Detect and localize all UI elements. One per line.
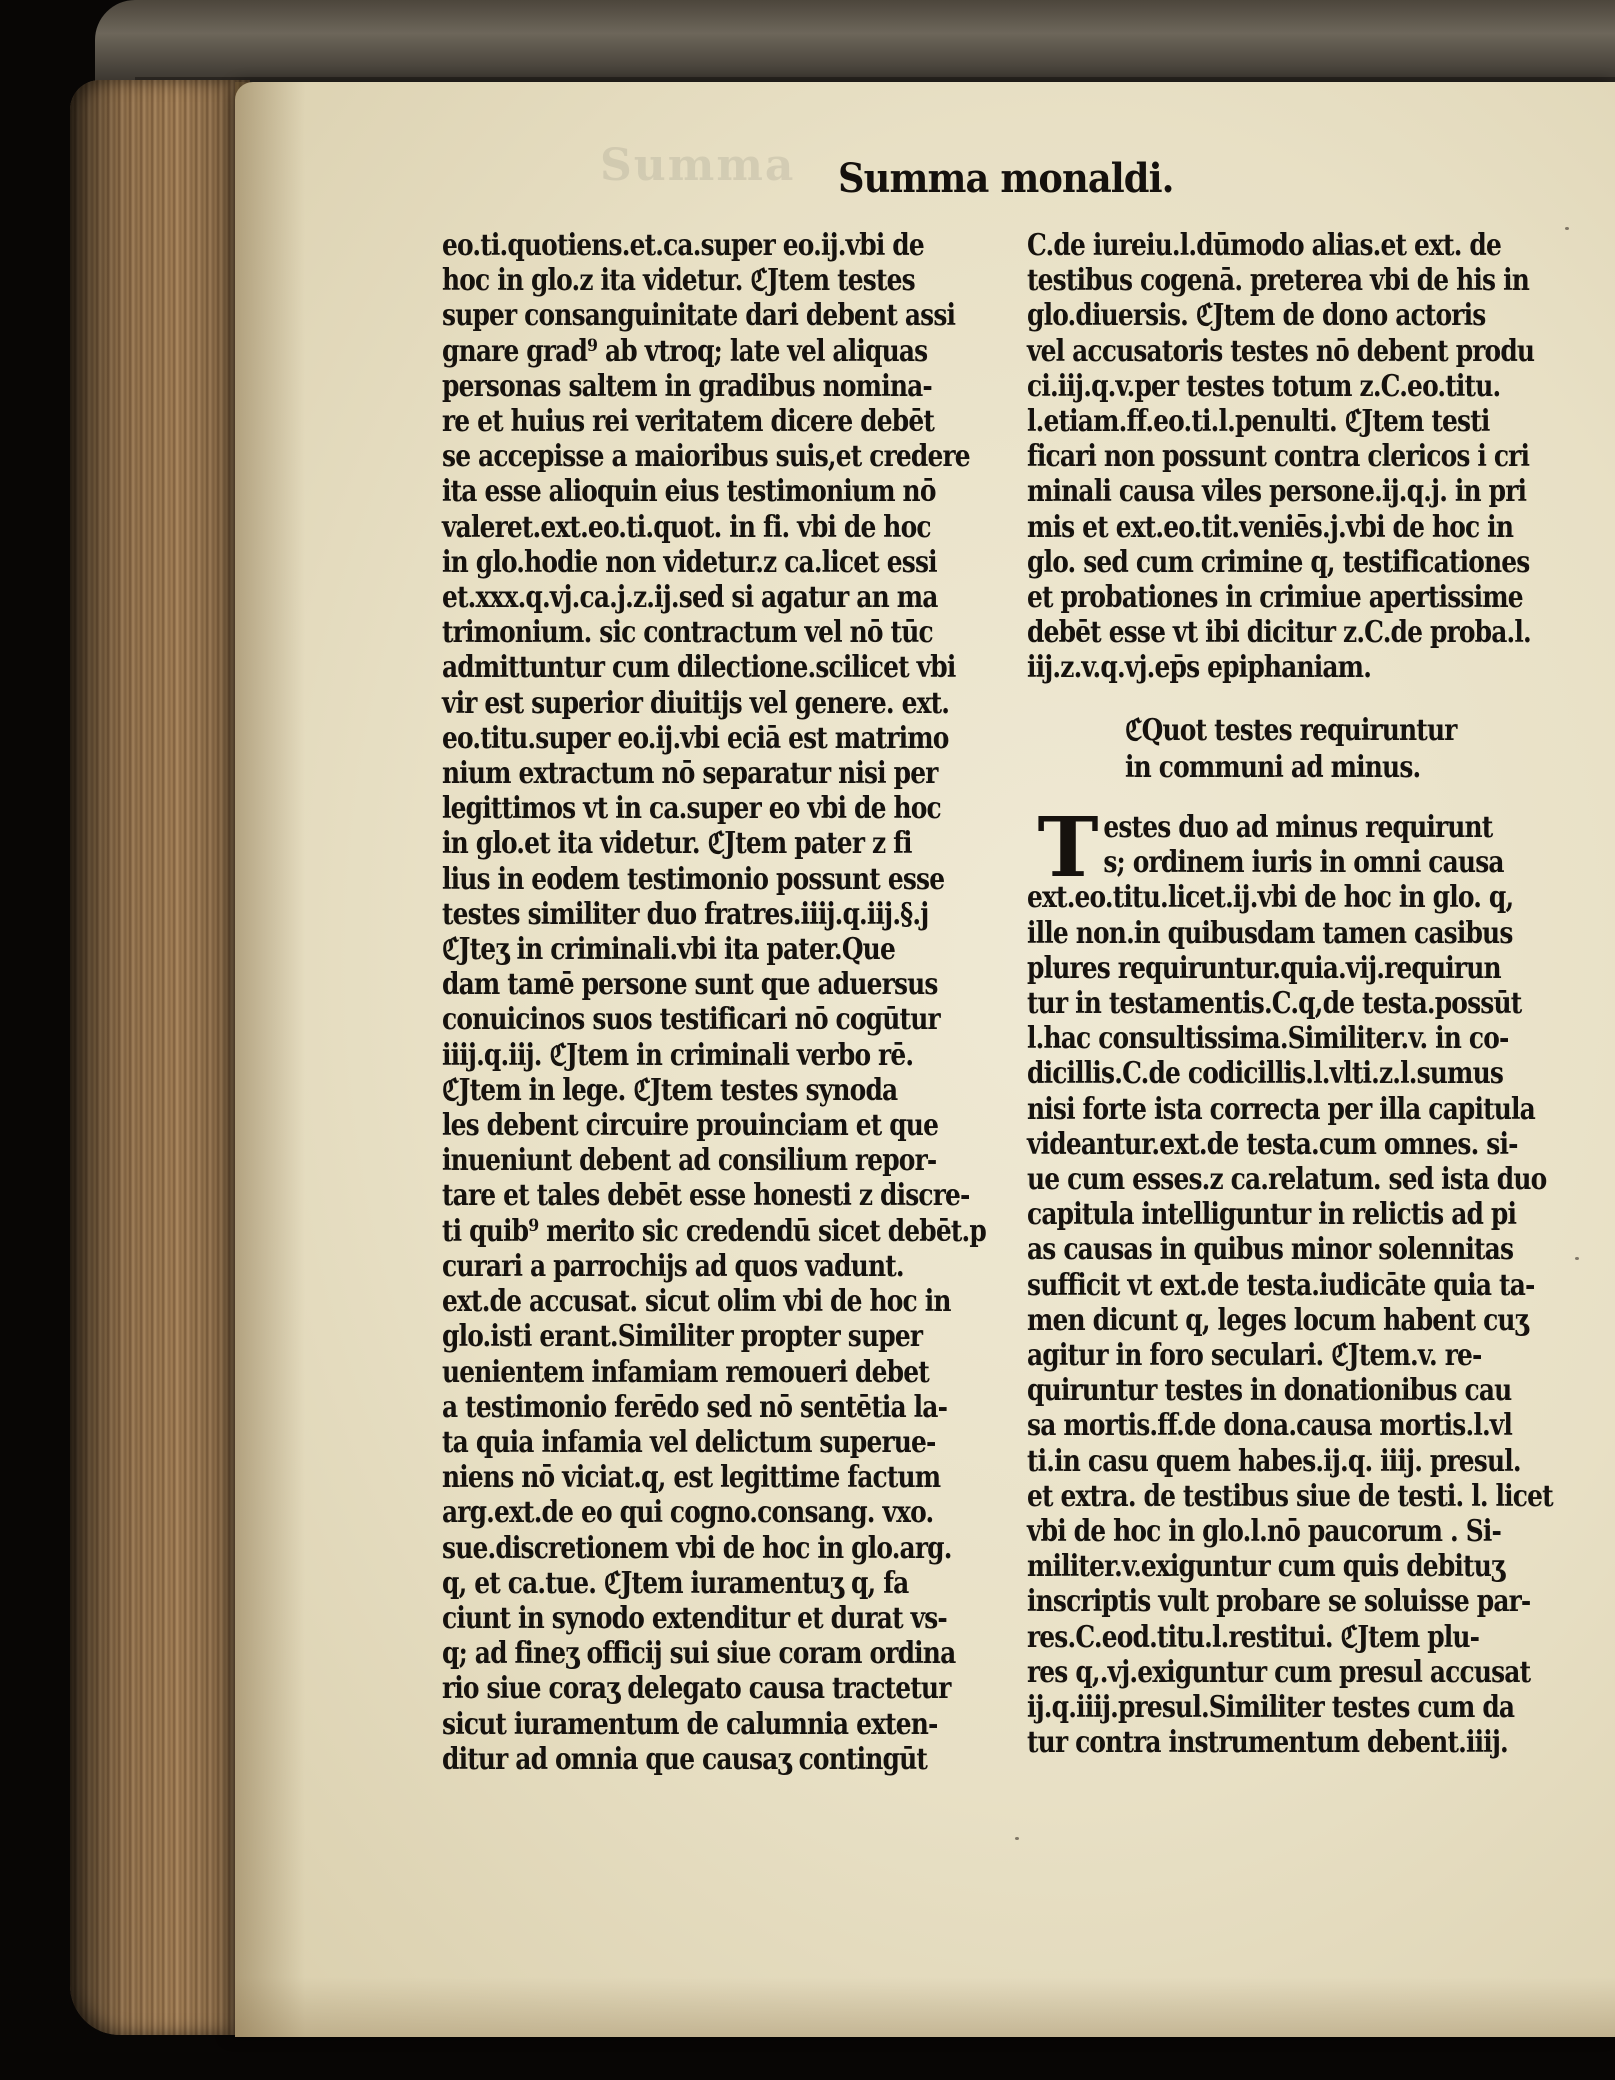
text-line: les debent circuire prouinciam et que (442, 1108, 939, 1144)
text-line: nisi forte ista correcta per illa capitula (1027, 1091, 1535, 1127)
text-line: sa mortis.ff.de dona.causa mortis.l.vl (1027, 1408, 1513, 1444)
text-line: res.C.eod.titu.l.restitui. ℭJtem plu- (1027, 1619, 1480, 1655)
text-line: ficari non possunt contra clericos i cri (1027, 439, 1530, 475)
text-line: l.hac consultissima.Similiter.v. in co- (1027, 1021, 1509, 1057)
text-line: niens nō viciat.q, est legittime factum (442, 1460, 941, 1496)
text-line: ta quia infamia vel delictum superue- (442, 1424, 936, 1460)
text-line: glo. sed cum crimine q, testificationes (1027, 544, 1530, 580)
book-binding-top (95, 0, 1615, 95)
text-line: testibus cogenā. preterea vbi de his in (1027, 263, 1529, 299)
text-line: in communi ad minus. (1125, 750, 1421, 785)
text-line: valeret.ext.eo.ti.quot. in fi. vbi de hoc (442, 509, 931, 545)
text-line: vel accusatoris testes nō debent produ (1027, 333, 1535, 369)
text-line: ciunt in synodo extenditur et durat vs- (442, 1600, 947, 1636)
text-line: ext.de accusat. sicut olim vbi de hoc in (442, 1284, 951, 1320)
text-line: sicut iuramentum de calumnia exten- (442, 1706, 938, 1742)
text-line: testes similiter duo fratres.iiij.q.iij.§.j (442, 896, 929, 932)
text-line: iij.z.v.q.vj.ep̄s epiphaniam. (1027, 650, 1372, 686)
text-line: eo.titu.super eo.ij.vbi eciā est matrimo (442, 720, 949, 756)
text-line: ti quib⁹ merito sic credendū sicet debēt.p (442, 1213, 986, 1249)
text-line: C.de iureiu.l.dūmodo alias.et ext. de (1027, 228, 1501, 263)
text-line: videantur.ext.de testa.cum omnes. si- (1027, 1126, 1518, 1162)
text-line: legittimos vt in ca.super eo vbi de hoc (442, 791, 941, 827)
text-line: ti.in casu quem habes.ij.q. iiij. presul. (1027, 1443, 1521, 1479)
text-line: glo.diuersis. ℭJtem de dono actoris (1027, 298, 1486, 334)
text-line: se accepisse a maioribus suis,et credere (442, 439, 970, 475)
left-text-column (442, 228, 1022, 1777)
text-line: ille non.in quibusdam tamen casibus (1027, 915, 1513, 951)
running-title: Summa monaldi. (838, 155, 1174, 202)
text-line: q, et ca.tue. ℭJtem iuramentuʒ q, fa (442, 1565, 909, 1601)
text-line: sufficit vt ext.de testa.iudicāte quia ta- (1027, 1267, 1535, 1303)
text-line: inueniunt debent ad consilium repor- (442, 1143, 937, 1179)
text-line: uenientem infamiam remoueri debet (442, 1354, 929, 1390)
text-line: inscriptis vult probare se soluisse par- (1027, 1584, 1531, 1620)
text-line: hoc in glo.z ita videtur. ℭJtem testes (442, 263, 915, 299)
text-line: conuicinos suos testificari nō cogūtur (442, 1002, 940, 1038)
text-line: debēt esse vt ibi dicitur z.C.de proba.l. (1027, 615, 1531, 651)
text-line: ext.eo.titu.licet.ij.vbi de hoc in glo. q, (1027, 880, 1514, 916)
text-line: in glo.et ita videtur. ℭJtem pater z fi (442, 826, 912, 862)
section-rubric (1125, 712, 1524, 786)
decorated-initial: T (1037, 800, 1099, 896)
text-line: ℭJteʒ in criminali.vbi ita pater.Que (442, 932, 895, 968)
text-line: in glo.hodie non videtur.z ca.licet essi (442, 544, 937, 580)
right-text-column-bottom (1027, 800, 1607, 1761)
text-line: curari a parrochijs ad quos vadunt. (442, 1248, 904, 1284)
text-line: minali causa viles persone.ij.q.j. in pri (1027, 474, 1527, 510)
text-line: super consanguinitate dari debent assi (442, 298, 956, 334)
text-line: ij.q.iiij.presul.Similiter testes cum da (1027, 1690, 1515, 1726)
text-line: agitur in foro seculari. ℭJtem.v. re- (1027, 1338, 1482, 1374)
text-line: eo.ti.quotiens.et.ca.super eo.ij.vbi de (442, 228, 924, 263)
text-line: iiij.q.iij. ℭJtem in criminali verbo rē. (442, 1037, 914, 1073)
text-line: arg.ext.de eo qui cogno.consang. vxo. (442, 1495, 934, 1531)
text-line: quiruntur testes in donationibus cau (1027, 1373, 1512, 1409)
text-line: re et huius rei veritatem dicere debēt (442, 404, 935, 440)
text-line: dicillis.C.de codicillis.l.vlti.z.l.sumus (1027, 1056, 1504, 1092)
right-text-column-top (1027, 228, 1607, 686)
text-line: nium extractum nō separatur nisi per (442, 756, 938, 792)
text-line: ue cum esses.z ca.relatum. sed ista duo (1027, 1162, 1547, 1198)
text-line: vbi de hoc in glo.l.nō paucorum . Si- (1027, 1514, 1501, 1550)
text-line: mis et ext.eo.tit.veniēs.j.vbi de hoc in (1027, 509, 1514, 545)
text-line: tur in testamentis.C.q,de testa.possūt (1027, 986, 1522, 1022)
page-edges (70, 80, 250, 2035)
text-line: rio siue coraʒ delegato causa tractetur (442, 1671, 951, 1707)
ink-speck (1015, 1837, 1019, 1840)
text-line: a testimonio ferēdo sed nō sentētia la- (442, 1389, 948, 1425)
text-line: glo.isti erant.Similiter propter super (442, 1319, 923, 1355)
text-line: trimonium. sic contractum vel nō tūc (442, 615, 933, 651)
text-line: estes duo ad minus requirunt (1103, 810, 1493, 845)
text-line: l.etiam.ff.eo.ti.l.penulti. ℭJtem testi (1027, 404, 1490, 440)
text-line: s; ordinem iuris in omni causa (1103, 845, 1504, 881)
text-line: dam tamē persone sunt que aduersus (442, 967, 938, 1003)
text-line: capitula intelliguntur in relictis ad pi (1027, 1197, 1517, 1233)
text-line: gnare grad⁹ ab vtroq; late vel aliquas (442, 333, 928, 369)
text-line: lius in eodem testimonio possunt esse (442, 861, 945, 897)
text-line: personas saltem in gradibus nomina- (442, 368, 932, 404)
text-line: tur contra instrumentum debent.iiij. (1027, 1725, 1508, 1761)
text-line: ita esse alioquin eius testimonium nō (442, 474, 936, 510)
text-line: et.xxx.q.vj.ca.j.z.ij.sed si agatur an ma (442, 580, 938, 616)
text-line: militer.v.exiguntur cum quis debituʒ (1027, 1549, 1505, 1585)
bleed-through-text: Summa (600, 140, 796, 191)
text-line: res q,.vj.exiguntur cum presul accusat (1027, 1654, 1531, 1690)
text-line: ci.iij.q.v.per testes totum z.C.eo.titu. (1027, 368, 1501, 404)
text-line: ℭQuot testes requiruntur (1125, 713, 1457, 748)
text-line: men dicunt q, leges locum habent cuʒ (1027, 1302, 1528, 1338)
text-line: plures requiruntur.quia.vij.requirun (1027, 950, 1501, 986)
text-line: sue.discretionem vbi de hoc in glo.arg. (442, 1530, 952, 1566)
text-line: admittuntur cum dilectione.scilicet vbi (442, 650, 956, 686)
text-line: as causas in quibus minor solennitas (1027, 1232, 1514, 1268)
text-line: et probationes in crimiue apertissime (1027, 580, 1523, 616)
text-line: vir est superior diuitijs vel genere. ext. (442, 685, 950, 721)
text-line: ℭJtem in lege. ℭJtem testes synoda (442, 1072, 898, 1108)
text-line: tare et tales debēt esse honesti z discre- (442, 1178, 970, 1214)
text-line: q; ad fineʒ officij sui siue coram ordina (442, 1636, 956, 1672)
text-line: et extra. de testibus siue de testi. l. licet (1027, 1478, 1553, 1514)
text-line: ditur ad omnia que causaʒ contingūt (442, 1741, 928, 1777)
